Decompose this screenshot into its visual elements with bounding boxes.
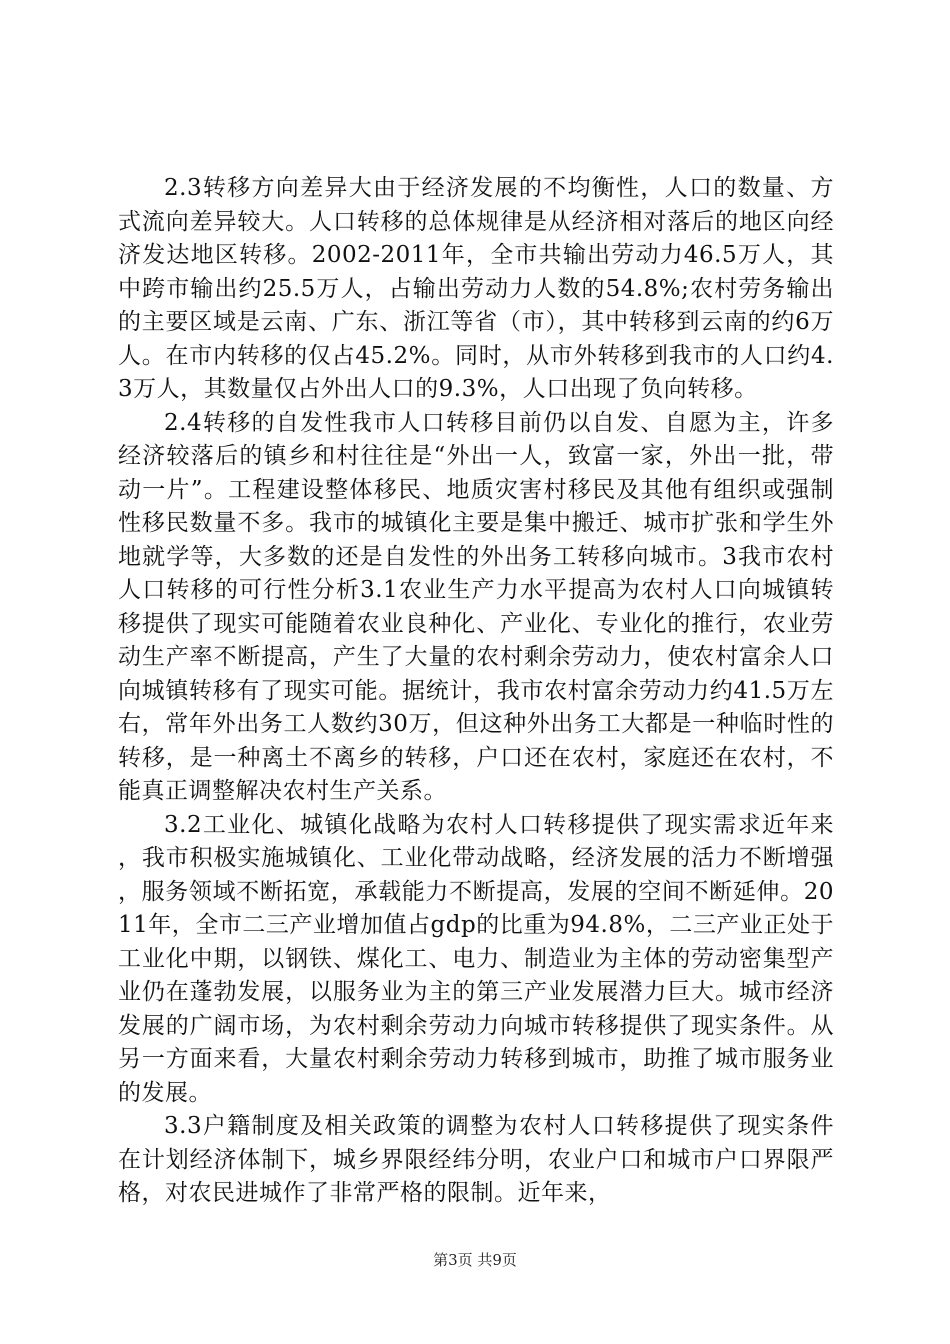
paragraph-2-3: 2.3转移方向差异大由于经济发展的不均衡性，人口的数量、方式流向差异较大。人口转移的总体规律是从经济相对落后的地区向经济发达地区转移。2002-2011年，全市共输出劳动力46.5万人，其中跨市输出约25.5万人，占输出劳动力人数的54.8%;农村劳务输出的主要区域是云南、广东、浙江等省（市），其中转移到云南的约6万人。在市内转移的仅占45.2%。同时，从市外转移到我市的人口约4.3万人，其数量仅占外出人口的9.3%，人口出现了负向转移。	[118, 175, 834, 402]
paragraph-2-4: 2.4转移的自发性我市人口转移目前仍以自发、自愿为主，许多经济较落后的镇乡和村往往是“外出一人，致富一家，外出一批，带动一片”。工程建设整体移民、地质灾害村移民及其他有组织或强制性移民数量不多。我市的城镇化主要是集中搬迁、城市扩张和学生外地就学等，大多数的还是自发性的外出务工转移向城市。3我市农村人口转移的可行性分析3.1农业生产力水平提高为农村人口向城镇转移提供了现实可能随着农业良种化、产业化、专业化的推行，农业劳动生产率不断提高，产生了大量的农村剩余劳动力，使农村富余人口向城镇转移有了现实可能。据统计，我市农村富余劳动力约41.5万左右，常年外出务工人数约30万，但这种外出务工大都是一种临时性的转移，是一种离土不离乡的转移，户口还在农村，家庭还在农村，不能真正调整解决农村生产关系。	[118, 409, 834, 804]
page-number-footer: 第3页 共9页	[433, 1251, 517, 1269]
body-text	[118, 172, 834, 1211]
paragraph-3-3: 3.3户籍制度及相关政策的调整为农村人口转移提供了现实条件在计划经济体制下，城乡界限经纬分明，农业户口和城市户口界限严格，对农民进城作了非常严格的限制。近年来，	[118, 1113, 834, 1206]
paragraph-3-2: 3.2工业化、城镇化战略为农村人口转移提供了现实需求近年来，我市积极实施城镇化、工业化带动战略，经济发展的活力不断增强，服务领域不断拓宽，承载能力不断提高，发展的空间不断延伸。2011年，全市二三产业增加值占gdp的比重为94.8%，二三产业正处于工业化中期，以钢铁、煤化工、电力、制造业为主体的劳动密集型产业仍在蓬勃发展，以服务业为主的第三产业发展潜力巨大。城市经济发展的广阔市场，为农村剩余劳动力向城市转移提供了现实条件。从另一方面来看，大量农村剩余劳动力转移到城市，助推了城市服务业的发展。	[118, 811, 834, 1106]
